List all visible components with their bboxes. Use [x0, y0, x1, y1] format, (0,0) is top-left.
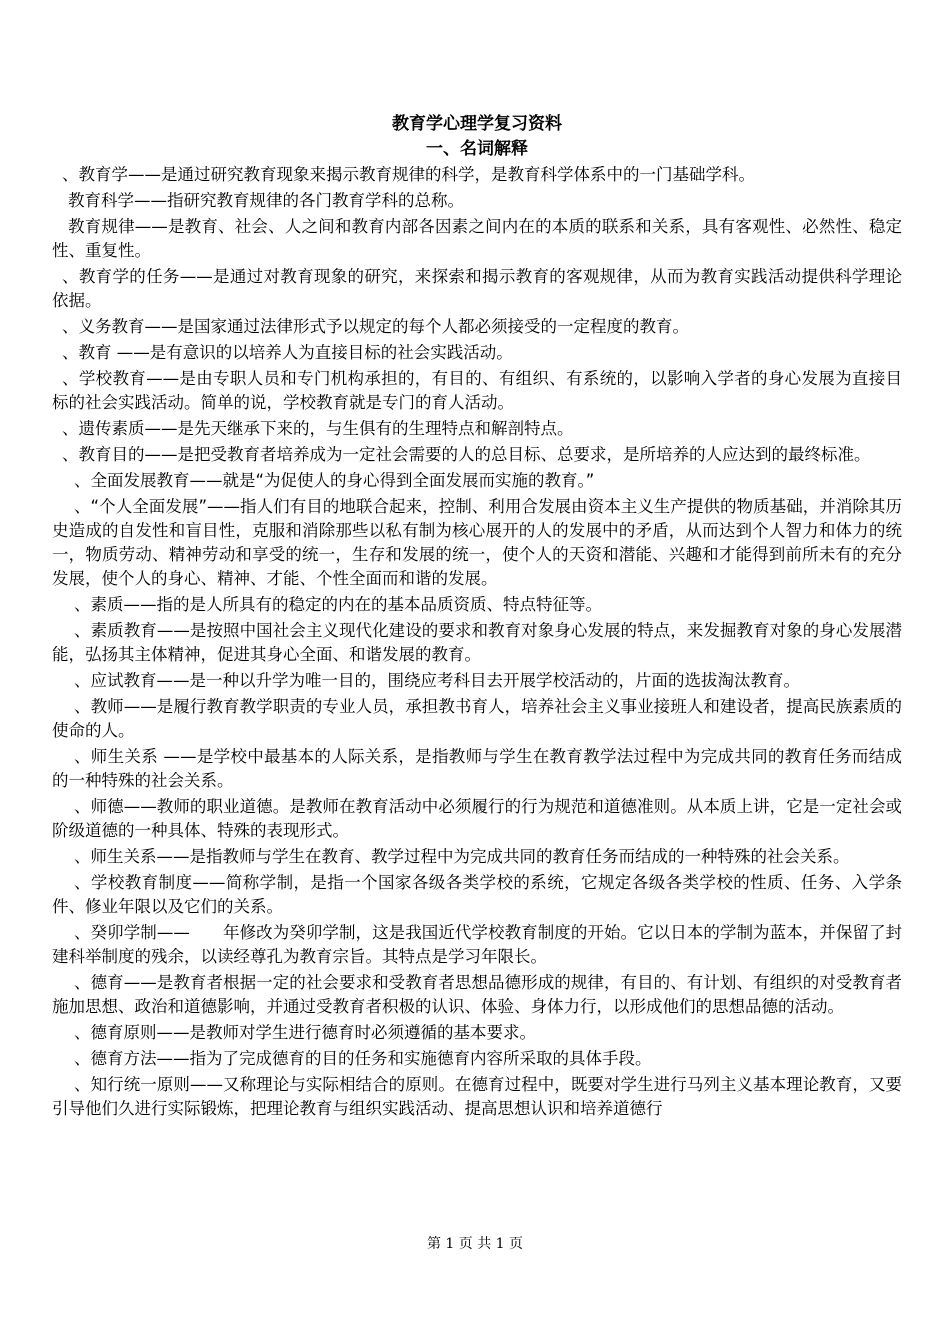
page-footer: 第 1 页 共 1 页	[426, 1236, 524, 1252]
term-entry: 、全面发展教育——就是“为促使人的身心得到全面发展而实施的教育。”	[74, 471, 595, 490]
section-heading: 一、名词解释	[426, 139, 528, 159]
term-entry: 教育科学——指研究教育规律的各门教育学科的总称。	[68, 191, 464, 210]
term-entry: 、师德——教师的职业道德。是教师在教育活动中必须履行的行为规范和道德准则。从本质上讲，它是一定社会或阶级道德的一种具体、特殊的表现形式。	[52, 797, 902, 840]
document-page	[52, 112, 902, 1123]
term-entry: 、教师——是履行教育教学职责的专业人员，承担教书育人，培养社会主义事业接班人和建设者，提高民族素质的使命的人。	[52, 697, 902, 740]
term-entry: 、遗传素质——是先天继承下来的，与生俱有的生理特点和解剖特点。	[62, 419, 574, 438]
term-entry: 、义务教育——是国家通过法律形式予以规定的每个人都必须接受的一定程度的教育。	[62, 317, 689, 336]
term-entry: 、教育学——是通过研究教育现象来揭示教育规律的科学，是教育科学体系中的一门基础学科。	[62, 165, 755, 184]
term-entry: 、教育目的——是把受教育者培养成为一定社会需要的人的总目标、总要求，是所培养的人应达到的最终标准。	[62, 445, 871, 464]
term-entry: 、素质教育——是按照中国社会主义现代化建设的要求和教育对象身心发展的特点，来发掘教育对象的身心发展潜能，弘扬其主体精神，促进其身心全面、和谐发展的教育。	[52, 621, 902, 664]
term-entry: 教育规律——是教育、社会、人之间和教育内部各因素之间内在的本质的联系和关系，具有客观性、必然性、稳定性、重复性。	[52, 217, 902, 260]
term-entry: 、“个人全面发展”——指人们有目的地联合起来，控制、利用合发展由资本主义生产提供的物质基础，并消除其历史造成的自发性和盲目性，克服和消除那些以私有制为核心展开的人的发展中的矛盾，从而达到个人智力和体力的统一，物质劳动、精神劳动和享受的统一，生存和发展的统一，使个人的天资和潜能、兴趣和才能得到前所未有的充分发展，使个人的身心、精神、才能、个性全面而和谐的发展。	[52, 497, 902, 588]
term-entry: 、德育原则——是教师对学生进行德育时必须遵循的基本要求。	[74, 1023, 536, 1042]
document-title: 教育学心理学复习资料	[392, 114, 562, 134]
term-entry: 、应试教育——是一种以升学为唯一目的，围绕应考科目去开展学校活动的，片面的选拔淘汰教育。	[74, 671, 800, 690]
term-entry: 、知行统一原则——又称理论与实际相结合的原则。在德育过程中，既要对学生进行马列主义基本理论教育，又要引导他们久进行实际锻炼，把理论教育与组织实践活动、提高思想认识和培养道德行	[52, 1075, 902, 1118]
term-entry: 、学校教育制度——简称学制，是指一个国家各级各类学校的系统，它规定各级各类学校的性质、任务、入学条件、修业年限以及它们的关系。	[52, 873, 902, 916]
term-entry: 、教育学的任务——是通过对教育现象的研究，来探索和揭示教育的客观规律，从而为教育实践活动提供科学理论依据。	[52, 267, 902, 310]
term-entry: 、素质——指的是人所具有的稳定的内在的基本品质资质、特点特征等。	[74, 595, 602, 614]
term-entry: 、学校教育——是由专职人员和专门机构承担的，有目的、有组织、有系统的，以影响入学者的身心发展为直接目标的社会实践活动。简单的说，学校教育就是专门的育人活动。	[52, 369, 902, 412]
term-entry: 、癸卯学制—— 年修改为癸卯学制，这是我国近代学校教育制度的开始。它以日本的学制为蓝本，并保留了封建科举制度的残余，以读经尊孔为教育宗旨。其特点是学习年限长。	[52, 923, 902, 966]
term-entry: 、德育——是教育者根据一定的社会要求和受教育者思想品德形成的规律，有目的、有计划、有组织的对受教育者施加思想、政治和道德影响，并通过受教育者积极的认识、体验、身体力行，以形成他们的思想品德的活动。	[52, 973, 902, 1016]
term-entry: 、教育 ——是有意识的以培养人为直接目标的社会实践活动。	[62, 343, 513, 362]
term-entry: 、德育方法——指为了完成德育的目的任务和实施德育内容所采取的具体手段。	[74, 1049, 652, 1068]
term-entry: 、师生关系——是指教师与学生在教育、教学过程中为完成共同的教育任务而结成的一种特殊的社会关系。	[74, 847, 850, 866]
term-entry: 、师生关系 ——是学校中最基本的人际关系，是指教师与学生在教育教学法过程中为完成共同的教育任务而结成的一种特殊的社会关系。	[52, 747, 902, 790]
